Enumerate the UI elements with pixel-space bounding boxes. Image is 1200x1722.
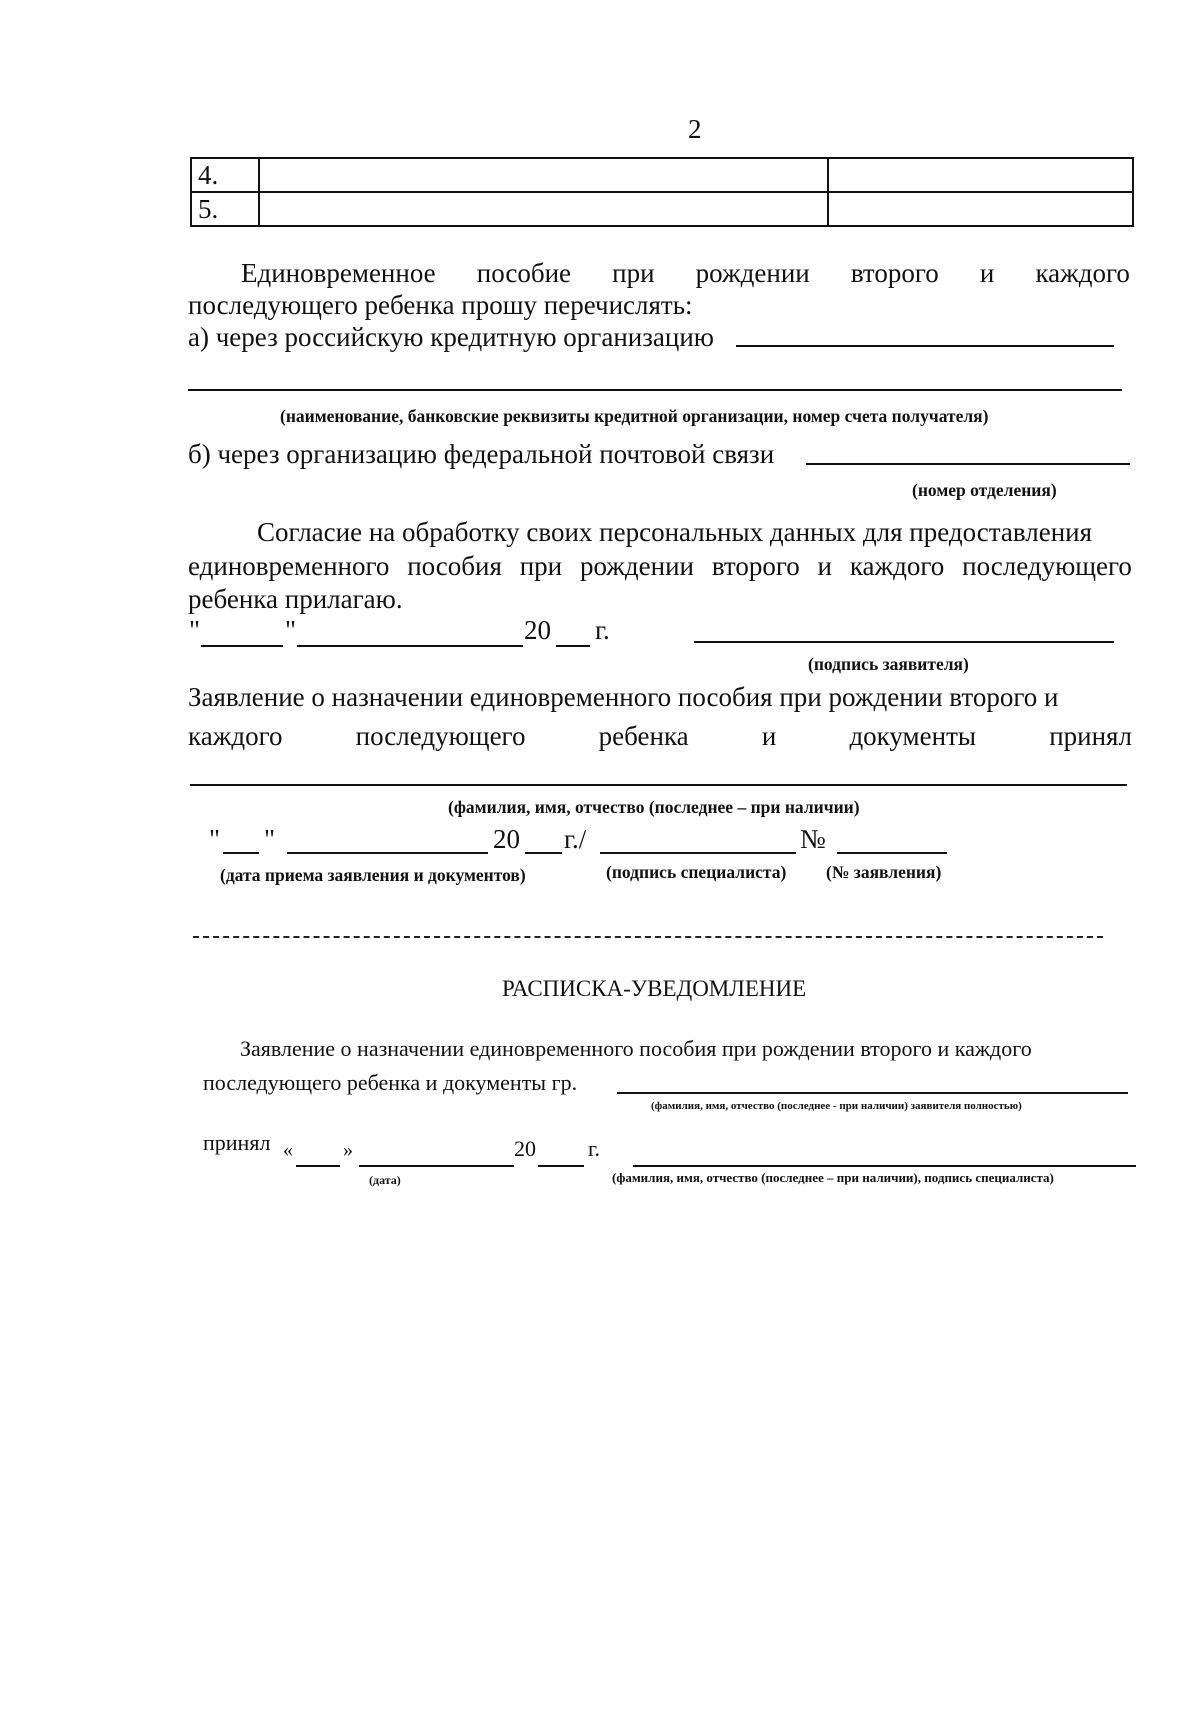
- cut-line: [193, 936, 1103, 938]
- table-cell[interactable]: [828, 192, 1133, 226]
- receipt-specialist-field[interactable]: [633, 1165, 1136, 1167]
- receipt-quote-close: »: [343, 1139, 353, 1161]
- date-year-field[interactable]: [556, 645, 590, 647]
- option-b-caption: (номер отделения): [912, 480, 1057, 500]
- receipt-line1: Заявление о назначении единовременного пособия при рождении второго и каждого: [240, 1036, 1032, 1061]
- table-cell[interactable]: [259, 192, 828, 226]
- date-year-prefix: 20: [524, 615, 551, 645]
- date-day-field[interactable]: [201, 645, 283, 647]
- table-row: [191, 158, 1133, 192]
- accept-date-caption: (дата приема заявления и документов): [220, 865, 526, 885]
- accept-date-day-field[interactable]: [223, 852, 259, 854]
- option-a-details-field[interactable]: [188, 389, 1122, 391]
- accept-date-quote-open: ": [209, 824, 221, 854]
- date-month-field[interactable]: [297, 645, 523, 647]
- consent-line1: Согласие на обработку своих персональных данных для предоставления: [257, 517, 1093, 547]
- page-number: 2: [688, 114, 702, 144]
- consent-line2: единовременного пособия при рождении второго и каждого последующего: [188, 551, 1132, 581]
- accept-date-year-prefix: 20: [493, 824, 520, 854]
- accept-date-year-field[interactable]: [525, 852, 562, 854]
- accept-date-year-suffix: г./: [564, 824, 587, 854]
- date-year-suffix: г.: [595, 615, 610, 645]
- transfer-intro-line1: Единовременное пособие при рождении второго и каждого: [241, 258, 1130, 288]
- option-a-field[interactable]: [736, 345, 1114, 347]
- receipt-title: РАСПИСКА-УВЕДОМЛЕНИЕ: [502, 976, 807, 1001]
- transfer-intro-line2: последующего ребенка прошу перечислять:: [188, 290, 693, 320]
- table-row: [191, 192, 1133, 226]
- consent-line3: ребенка прилагаю.: [188, 584, 403, 614]
- date-quote-open: ": [189, 615, 201, 645]
- applicant-signature-field[interactable]: [694, 641, 1114, 643]
- number-sign: №: [800, 824, 826, 854]
- application-number-caption: (№ заявления): [826, 862, 942, 882]
- table-cell[interactable]: [828, 158, 1133, 192]
- accept-date-month-field[interactable]: [287, 852, 488, 854]
- receipt-year-suffix: г.: [588, 1136, 601, 1161]
- receipt-date-caption: (дата): [369, 1173, 401, 1187]
- accepted-line2: каждого последующего ребенка и документы принял: [188, 721, 1132, 751]
- table-cell-number: 5.: [191, 192, 259, 226]
- receipt-quote-open: «: [283, 1139, 293, 1161]
- receipt-year-field[interactable]: [538, 1165, 584, 1167]
- application-number-field[interactable]: [837, 852, 947, 854]
- option-b-field[interactable]: [806, 463, 1130, 465]
- table-cell-number: 4.: [191, 158, 259, 192]
- applicant-signature-caption: (подпись заявителя): [808, 654, 969, 674]
- receiver-name-caption: (фамилия, имя, отчество (последнее – при наличии): [448, 797, 860, 817]
- option-a-caption: (наименование, банковские реквизиты кредитной организации, номер счета получателя): [280, 406, 989, 426]
- option-b-label: б) через организацию федеральной почтовой связи: [188, 439, 775, 469]
- table-cell[interactable]: [259, 158, 828, 192]
- receipt-specialist-caption: (фамилия, имя, отчество (последнее – при наличии), подпись специалиста): [612, 1170, 1054, 1185]
- option-a-label: а) через российскую кредитную организацию: [188, 322, 714, 352]
- specialist-signature-field[interactable]: [600, 852, 796, 854]
- receipt-line2: последующего ребенка и документы гр.: [203, 1070, 578, 1095]
- receipt-year-prefix: 20: [514, 1136, 536, 1161]
- accepted-line1: Заявление о назначении единовременного пособия при рождении второго и: [188, 682, 1059, 712]
- receipt-day-field[interactable]: [296, 1165, 340, 1167]
- items-table: [190, 157, 1134, 227]
- date-quote-close: ": [285, 615, 297, 645]
- receiver-name-field[interactable]: [190, 784, 1127, 786]
- specialist-signature-caption: (подпись специалиста): [606, 862, 787, 882]
- accept-date-quote-close: ": [264, 824, 276, 854]
- receipt-month-field[interactable]: [359, 1165, 514, 1167]
- receipt-accepted-label: принял: [203, 1130, 271, 1155]
- applicant-name-field[interactable]: [617, 1092, 1128, 1094]
- applicant-name-caption: (фамилия, имя, отчество (последнее - при наличии) заявителя полностью): [651, 1100, 1022, 1112]
